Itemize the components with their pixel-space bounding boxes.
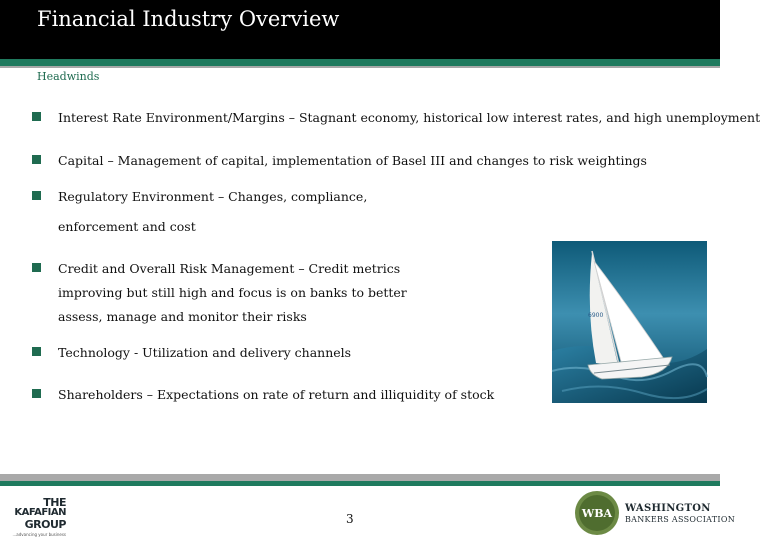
bullet-square-icon <box>32 112 41 121</box>
kafafian-logo-line2: KAFAFIAN <box>14 507 66 518</box>
sailboat-illustration <box>552 241 707 403</box>
page-number: 3 <box>346 512 354 526</box>
header-accent-stripe <box>0 59 720 66</box>
bullet-square-icon <box>32 347 41 356</box>
bullet-text: Technology - Utilization and delivery channels <box>58 345 352 360</box>
section-subtitle: Headwinds <box>37 70 100 83</box>
bullet-text-line: Regulatory Environment – Changes, compliance, <box>58 189 368 204</box>
bullet-text: Capital – Management of capital, implementation of Basel III and changes to risk weightings <box>58 153 647 168</box>
bullet-square-icon <box>32 191 41 200</box>
wba-name-line1: WASHINGTON <box>625 503 711 514</box>
bullet-text: Shareholders – Expectations on rate of return and illiquidity of stock <box>58 387 495 402</box>
sailboat-photo <box>552 241 707 403</box>
wba-seal-logo <box>574 490 620 536</box>
kafafian-logo-line1: THE <box>43 496 66 509</box>
bullet-text-line: enforcement and cost <box>58 219 196 234</box>
kafafian-group-logo <box>4 496 66 538</box>
footer-gray-stripe <box>0 474 720 481</box>
slide-title: Financial Industry Overview <box>37 7 340 31</box>
wba-seal-text: WBA <box>581 507 613 520</box>
header-bar <box>0 0 720 59</box>
wba-seal-icon <box>574 490 620 536</box>
kafafian-logo-line3: GROUP <box>24 518 66 531</box>
sail-number: 6900 <box>588 312 604 319</box>
footer-accent-stripe <box>0 481 720 486</box>
bullet-text-line: Credit and Overall Risk Management – Credit metrics <box>58 261 401 276</box>
bullet-square-icon <box>32 155 41 164</box>
bullet-text-line: improving but still high and focus is on banks to better <box>58 285 407 300</box>
header-gray-stripe <box>0 66 720 68</box>
bullet-square-icon <box>32 389 41 398</box>
bullet-text-line: assess, manage and monitor their risks <box>58 309 307 324</box>
wba-name-line2: BANKERS ASSOCIATION <box>625 515 736 524</box>
kafafian-logo-tagline: ...advancing your business <box>12 532 66 537</box>
bullet-square-icon <box>32 263 41 272</box>
bullet-text: Interest Rate Environment/Margins – Stagnant economy, historical low interest rates, and high unemployment <box>58 110 760 125</box>
